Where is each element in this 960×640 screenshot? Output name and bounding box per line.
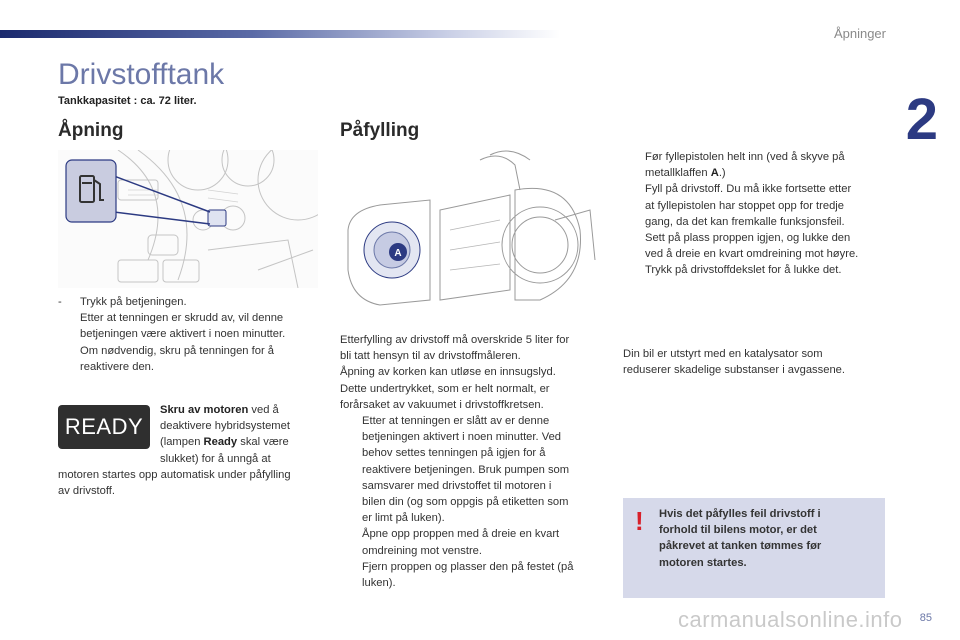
ready-line: av drivstoff. — [58, 485, 115, 498]
filling-steps-right — [623, 149, 893, 279]
list-item — [623, 230, 893, 262]
opening-line: Trykk på betjeningen. — [80, 296, 187, 308]
ready-line: slukket) for å unngå at — [160, 452, 271, 465]
list-item — [623, 262, 893, 278]
intro-line: Dette undertrykket, som er helt normalt, er — [340, 382, 550, 395]
catalyst-line: Din bil er utstyrt med en katalysator som — [623, 348, 823, 360]
ready-line: motoren startes opp automatisk under påfylling — [58, 469, 291, 481]
step-line-pre: metallklaffen — [645, 167, 711, 180]
opening-line: Om nødvendig, skru på tenningen for å — [80, 344, 275, 357]
watermark: carmanualsonline.info — [678, 607, 903, 632]
marker-a-ref: A — [710, 167, 719, 180]
ready-line3-pre: (lampen — [160, 436, 204, 449]
opening-line: Etter at tenningen er skrudd av, vil denne — [80, 312, 284, 325]
warning-icon: ! — [635, 506, 644, 536]
tank-capacity: Tankkapasitet : ca. 72 liter. — [58, 95, 197, 107]
ready-paragraph — [160, 402, 330, 467]
step-line: reaktivere betjeningen. Bruk pumpen som — [362, 463, 570, 476]
list-item — [623, 149, 893, 181]
step-line: er limt på luken). — [362, 512, 445, 525]
step-line: omdreining mot venstre. — [362, 544, 483, 557]
intro-line: bli tatt hensyn til av drivstoffmåleren. — [340, 350, 521, 363]
page-title: Drivstofftank — [58, 58, 225, 91]
ready-indicator: READY — [58, 405, 150, 449]
ready-paragraph-cont — [58, 467, 330, 499]
ready-line-rest: ved å — [248, 404, 279, 416]
step-line: Etter at tenningen er slått av er denne — [362, 415, 550, 427]
marker-a: A — [394, 248, 402, 259]
step-line: samsvarer med drivstoffet til motoren i — [362, 479, 552, 492]
step-line: Fyll på drivstoff. Du må ikke fortsette etter — [645, 183, 852, 196]
step-dash: - — [58, 296, 62, 308]
ready-line — [160, 434, 330, 450]
catalyst-note — [623, 346, 893, 378]
step-line: behov settes tenningen på igjen for å — [362, 447, 546, 460]
warning-text — [659, 506, 869, 571]
step-line: bilen din (og som oppgis på etiketten som — [362, 496, 569, 509]
header-gradient-bar — [0, 30, 560, 38]
step-line: Trykk på drivstoffdekslet for å lukke det. — [645, 264, 842, 277]
opening-line: betjeningen være aktivert i noen minutter. — [80, 328, 286, 341]
filling-intro — [340, 332, 605, 413]
list-item — [340, 413, 605, 526]
catalyst-line: reduserer skadelige substanser i avgassene. — [623, 364, 846, 377]
opening-line: reaktivere den. — [80, 360, 155, 373]
step-line-post: .) — [718, 167, 726, 180]
intro-line: forårsaket av vakuumet i drivstoffkretsen. — [340, 398, 544, 411]
step-line: at fyllepistolen har stoppet opp for tredje — [645, 199, 845, 212]
section-label: Åpninger — [833, 26, 886, 41]
list-item — [340, 559, 605, 591]
step-line — [645, 165, 893, 181]
warning-line: Hvis det påfylles feil drivstoff i — [659, 508, 821, 520]
warning-line: påkrevet at tanken tømmes før — [659, 540, 822, 553]
intro-line: Åpning av korken kan utløse en innsugslyd. — [340, 366, 556, 379]
warning-box — [623, 498, 885, 598]
step-line: gang, da det kan fremkalle funksjonsfeil. — [645, 215, 845, 228]
chapter-number: 2 — [905, 87, 938, 152]
step-line: Sett på plass proppen igjen, og lukke den — [645, 232, 851, 245]
intro-line: Etterfylling av drivstoff må overskride 5 liter for — [340, 334, 570, 346]
opening-step — [58, 294, 328, 375]
heading-filling: Påfylling — [340, 120, 420, 141]
step-line: ved å dreie en kvart omdreining mot høyre. — [645, 248, 859, 261]
dashboard-illustration — [58, 150, 318, 288]
warning-line: motoren startes. — [659, 556, 747, 569]
step-line: betjeningen aktivert i noen minutter. Ved — [362, 431, 562, 444]
warning-line: forhold til bilens motor, er det — [659, 524, 817, 537]
heading-opening: Åpning — [58, 120, 124, 141]
fuel-cap-illustration — [340, 150, 602, 316]
ready-line3-post: skal være — [237, 436, 289, 449]
step-line: Fjern proppen og plasser den på festet (på — [362, 560, 574, 573]
ready-line — [160, 402, 330, 418]
step-line: Åpne opp proppen med å dreie en kvart — [362, 528, 560, 541]
page-number: 85 — [919, 612, 932, 624]
list-item — [340, 526, 605, 558]
ready-bold-text: Skru av motoren — [160, 404, 249, 416]
filling-steps-left — [340, 413, 605, 591]
ready-lamp-name: Ready — [203, 436, 238, 449]
ready-line: deaktivere hybridsystemet — [160, 420, 290, 433]
list-item — [623, 181, 893, 230]
step-line: luken). — [362, 577, 396, 590]
step-line: Før fyllepistolen helt inn (ved å skyve på — [645, 151, 845, 163]
